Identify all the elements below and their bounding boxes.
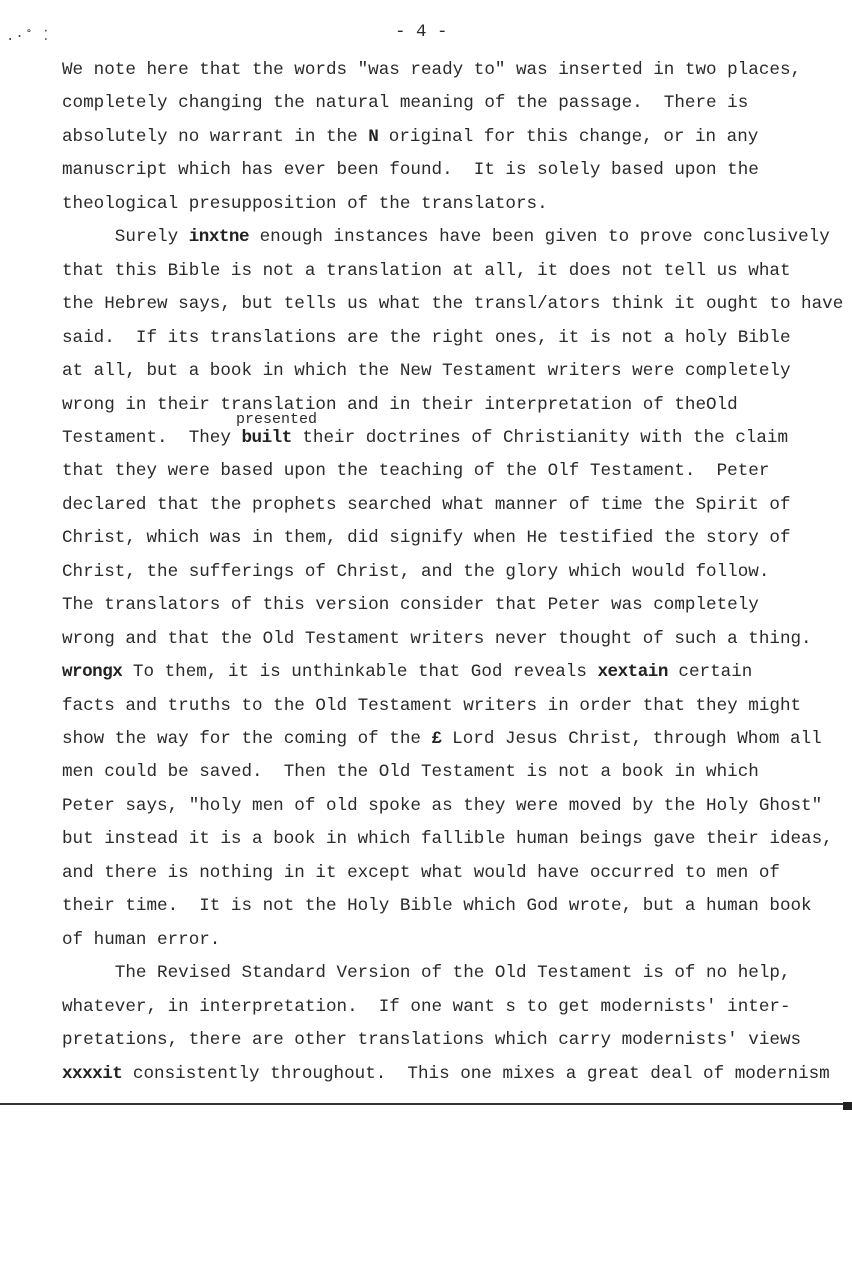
text-segment: facts and truths to the Old Testament writers in order that they might <box>62 695 802 716</box>
text-line <box>62 529 791 547</box>
text-segment: certain <box>667 662 753 683</box>
text-segment: but instead it is a book in which fallible human beings gave their ideas, <box>62 829 833 850</box>
margin-specks: .·˚ ⁚ <box>6 29 50 45</box>
text-segment: men could be saved. Then the Old Testament is not a book in which <box>62 762 759 783</box>
text-segment: completely changing the natural meaning of the passage. There is <box>62 93 749 114</box>
text-segment: enough instances have been given to prove conclusively <box>249 227 830 248</box>
text-segment: absolutely no warrant in the <box>62 126 369 147</box>
text-segment: The translators of this version consider that Peter was completely <box>62 595 759 616</box>
struck-out-text: xextain <box>597 662 668 683</box>
text-line <box>62 730 822 748</box>
struck-out-text: £ <box>431 729 442 749</box>
text-segment: Christ, the sufferings of Christ, and the glory which would follow. <box>62 561 770 582</box>
text-segment: pretations, there are other translations which carry modernists' views <box>62 1030 802 1051</box>
text-line <box>62 931 220 949</box>
text-line <box>62 128 758 146</box>
text-line <box>62 830 833 848</box>
text-segment: and there is nothing in it except what would have occurred to men of <box>62 862 780 883</box>
text-line <box>62 663 752 681</box>
text-segment: The Revised Standard Version of the Old Testament is of no help, <box>62 963 791 984</box>
text-segment: show the way for the coming of the <box>62 729 432 749</box>
text-segment: Surely <box>62 227 189 248</box>
text-line <box>62 563 769 581</box>
text-segment: declared that the prophets searched what manner of time the Spirit of <box>62 494 791 515</box>
text-line <box>62 496 791 514</box>
text-segment: their doctrines of Christianity with the claim <box>291 427 789 448</box>
text-segment: their time. It is not the Holy Bible which God wrote, but a human book <box>62 896 812 917</box>
page-number: - 4 - <box>395 22 448 42</box>
text-segment: To them, it is unthinkable that God reveals <box>122 662 598 683</box>
text-line <box>62 362 791 380</box>
handwritten-insertion: presented <box>236 411 318 428</box>
text-line <box>62 1065 830 1083</box>
text-segment: Lord Jesus Christ, through Whom all <box>441 729 822 749</box>
text-segment: wrong in their translation and in their interpretation of theOld <box>62 394 738 415</box>
text-line <box>62 429 788 447</box>
text-line <box>62 295 843 313</box>
text-line <box>62 61 801 79</box>
struck-out-text: inxtne <box>188 227 250 248</box>
text-line <box>62 998 791 1016</box>
text-line <box>62 195 548 213</box>
struck-out-text: built <box>241 427 292 448</box>
text-line <box>62 596 759 614</box>
struck-out-text: wrongx <box>62 662 123 683</box>
text-segment: We note here that the words "was ready to" was inserted in two places, <box>62 60 802 80</box>
text-segment: whatever, in interpretation. If one want s to get modernists' inter- <box>62 996 791 1017</box>
text-line <box>62 630 812 648</box>
text-line <box>62 94 748 112</box>
text-line <box>62 262 791 280</box>
text-segment: at all, but a book in which the New Testament writers were completely <box>62 361 791 382</box>
text-segment: manuscript which has ever been found. It is solely based upon the <box>62 160 759 181</box>
text-segment: the Hebrew says, but tells us what the transl/ators think it ought to have <box>62 294 844 315</box>
struck-out-text: xxxxit <box>62 1063 123 1084</box>
text-segment: that they were based upon the teaching of the Olf Testament. Peter <box>62 461 770 482</box>
text-line <box>62 329 791 347</box>
text-segment: Testament. They <box>62 427 242 448</box>
text-segment: Peter says, "holy men of old spoke as they were moved by the Holy Ghost" <box>62 795 823 816</box>
text-line <box>62 763 759 781</box>
text-segment: said. If its translations are the right ones, it is not a holy Bible <box>62 327 791 348</box>
struck-out-text: N <box>368 126 379 147</box>
text-segment: original for this change, or in any <box>378 126 759 147</box>
text-segment: wrong and that the Old Testament writers never thought of such a thing. <box>62 628 812 649</box>
text-line <box>62 228 830 246</box>
text-segment: that this Bible is not a translation at all, it does not tell us what <box>62 260 791 281</box>
text-line <box>62 396 738 414</box>
text-line <box>62 897 812 915</box>
text-segment: Christ, which was in them, did signify when He testified the story of <box>62 528 791 549</box>
text-line <box>62 964 791 982</box>
edge-mark <box>843 1102 852 1110</box>
text-line <box>62 161 759 179</box>
text-line <box>62 697 801 715</box>
text-line <box>62 462 769 480</box>
text-segment: consistently throughout. This one mixes a great deal of modernism <box>122 1063 830 1084</box>
text-line <box>62 1031 801 1049</box>
bottom-rule <box>0 1103 845 1105</box>
text-segment: of human error. <box>62 929 221 950</box>
text-line <box>62 864 780 882</box>
text-segment: theological presupposition of the translators. <box>62 193 548 214</box>
text-line <box>62 797 822 815</box>
